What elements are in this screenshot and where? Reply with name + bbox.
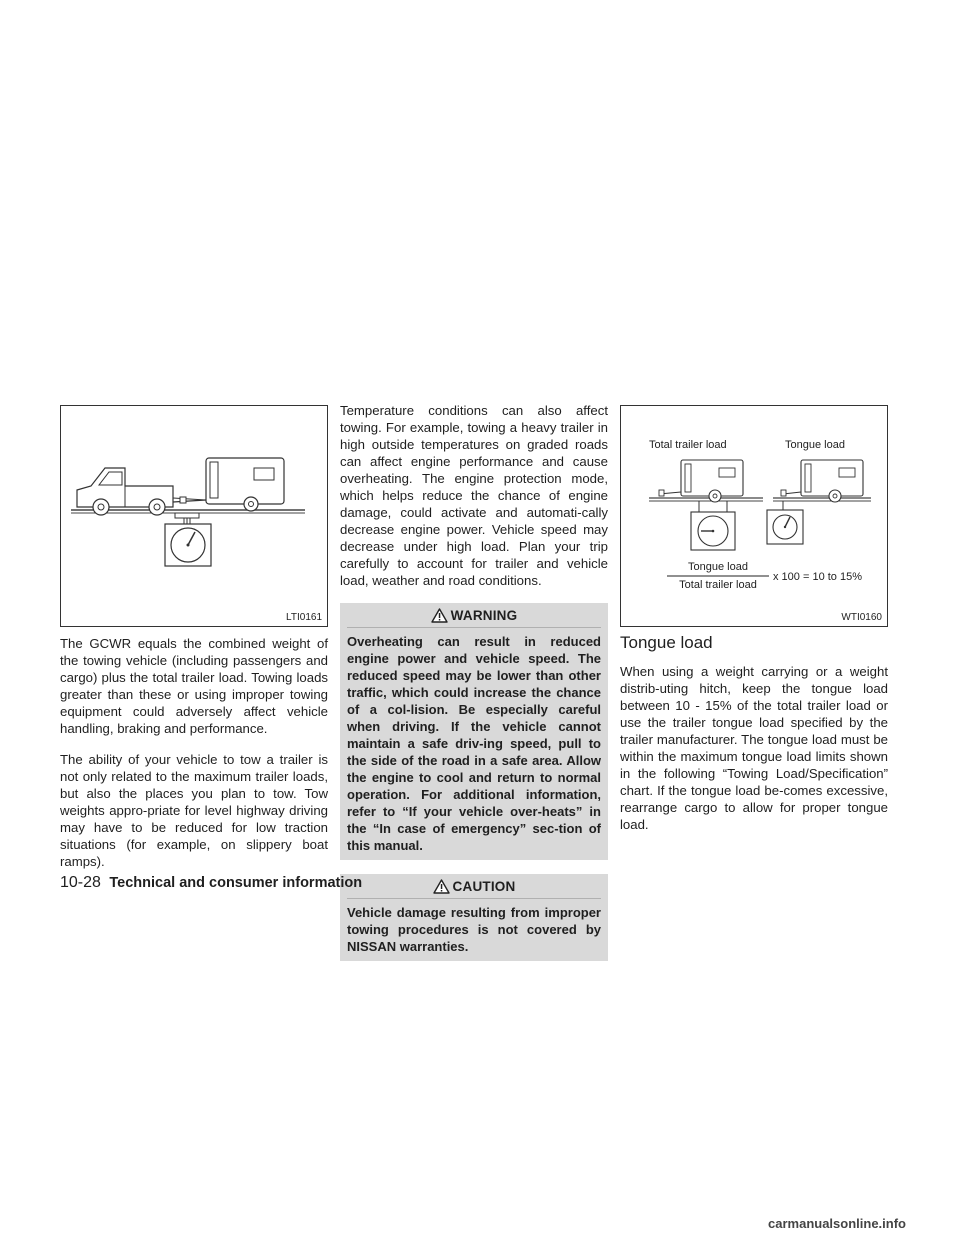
paragraph-tow-ability: The ability of your vehicle to tow a trailer is not only related to the maximum trailer loads, but also the places you plan to tow. Tow weights appro-priate for level highway driving may have to be reduced for low traction situations (for example, on slippery boat ramps). <box>60 752 328 869</box>
figure-code: WTI0160 <box>841 612 882 623</box>
column-middle <box>340 405 608 975</box>
formula-numerator: Tongue load <box>688 561 748 573</box>
section-title: Technical and consumer information <box>109 875 363 891</box>
paragraph-temperature: Temperature conditions can also affect towing. For example, towing a heavy trailer in high outside temperatures on graded roads can affect engine performance and cause overheating. The engine protection mode, which helps reduce the chance of engine damage, could activate and automati-cally decrease engine power. Vehicle speed may decrease under high load. Plan your trip carefully to account for trailer and vehicle load, weather and road conditions. <box>340 403 608 588</box>
caution-triangle-icon <box>433 879 450 894</box>
truck-trailer-scale-illustration <box>61 406 327 626</box>
warning-text: Overheating can result in reduced engine power and vehicle speed. The reduced speed may be lower than other traffic, which could increase the chance of a col-lision. Be especially careful when driving. If the vehicle cannot maintain a safe driv-ing speed, pull to the side of the road in a safe area. Allow the engine to cool and return to normal operation. For additional information, refer to “If your vehicle over-heats” in the “In case of emergency” sec-tion of this manual. <box>347 627 601 854</box>
caution-title: CAUTION <box>452 878 516 894</box>
figure-code: LTI0161 <box>286 612 322 623</box>
column-left <box>60 405 328 884</box>
warning-triangle-icon <box>431 608 448 623</box>
page-number: 10-28 <box>60 874 101 891</box>
column-right <box>620 405 888 847</box>
paragraph-tongue-load: When using a weight carrying or a weight distrib-uting hitch, keep the tongue load between 10 - 15% of the total trailer load or use the trailer tongue load specified by the trailer manufacturer. The tongue load must be within the maximum tongue load limits shown in the following “Towing Load/Specification” chart. If the tongue load be-comes excessive, rearrange cargo to allow for proper tongue load. <box>620 664 888 832</box>
caution-box <box>340 874 608 961</box>
section-heading-tongue-load: Tongue load <box>620 633 713 652</box>
page-footer <box>60 874 362 892</box>
formula-denominator: Total trailer load <box>679 579 757 591</box>
warning-header <box>340 603 608 627</box>
tongue-load-illustration <box>621 406 887 626</box>
paragraph-gcwr: The GCWR equals the combined weight of the towing vehicle (including passengers and cargo) plus the total trailer load. Towing loads greater than these or using improper towing equipment could adversely affect vehicle handling, braking and performance. <box>60 636 328 736</box>
figure-tongue-load <box>620 405 888 627</box>
figure-truck-trailer-scale <box>60 405 328 627</box>
caution-text: Vehicle damage resulting from improper towing procedures is not covered by NISSAN warranties. <box>347 898 601 955</box>
formula-result: x 100 = 10 to 15% <box>773 571 862 583</box>
warning-title: WARNING <box>450 607 518 623</box>
caution-header <box>340 874 608 898</box>
watermark: carmanualsonline.info <box>768 1216 906 1231</box>
label-total-trailer-load: Total trailer load <box>649 439 727 451</box>
label-tongue-load: Tongue load <box>785 439 845 451</box>
warning-box <box>340 603 608 860</box>
